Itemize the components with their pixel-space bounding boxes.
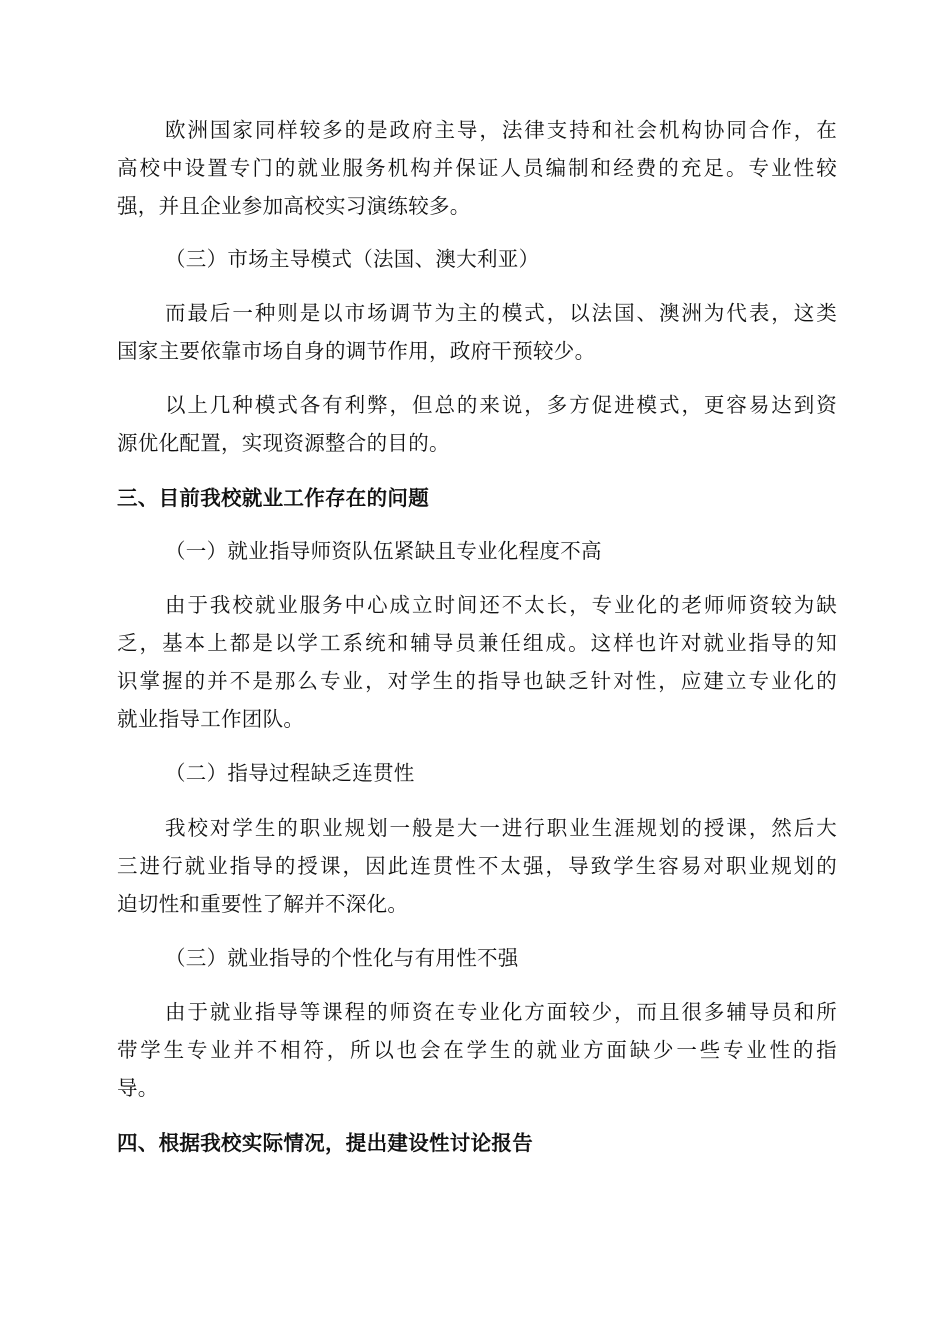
paragraph-summary-line-2: 源优化配置，实现资源整合的目的。 xyxy=(117,431,450,455)
paragraph-shortage-line-3: 识掌握的并不是那么专业，对学生的指导也缺乏针对性，应建立专业化的 xyxy=(117,669,837,693)
paragraph-personalization-line-1: 由于就业指导等课程的师资在专业化方面较少，而且很多辅导员和所 xyxy=(165,1000,837,1024)
paragraph-market-line-1: 而最后一种则是以市场调节为主的模式，以法国、澳洲为代表，这类 xyxy=(165,301,837,325)
paragraph-market-line-2: 国家主要依靠市场自身的调节作用，政府干预较少。 xyxy=(117,339,596,363)
subheading-market-model: （三）市场主导模式（法国、澳大利亚） xyxy=(165,247,540,271)
paragraph-shortage-line-2: 乏，基本上都是以学工系统和辅导员兼任组成。这样也许对就业指导的知 xyxy=(117,631,837,655)
subheading-continuity: （二）指导过程缺乏连贯性 xyxy=(165,761,415,785)
paragraph-shortage-line-4: 就业指导工作团队。 xyxy=(117,707,305,731)
paragraph-continuity-line-1: 我校对学生的职业规划一般是大一进行职业生涯规划的授课，然后大 xyxy=(165,816,837,840)
paragraph-summary-line-1: 以上几种模式各有利弊，但总的来说，多方促进模式，更容易达到资 xyxy=(165,393,837,417)
subheading-personalization: （三）就业指导的个性化与有用性不强 xyxy=(165,946,519,970)
section-heading-problems: 三、目前我校就业工作存在的问题 xyxy=(117,486,429,510)
paragraph-personalization-line-2: 带学生专业并不相符，所以也会在学生的就业方面缺少一些专业性的指 xyxy=(117,1038,837,1062)
paragraph-personalization-line-3: 导。 xyxy=(117,1076,159,1100)
paragraph-shortage-line-1: 由于我校就业服务中心成立时间还不太长，专业化的老师师资较为缺 xyxy=(165,593,837,617)
subheading-shortage: （一）就业指导师资队伍紧缺且专业化程度不高 xyxy=(165,539,602,563)
section-heading-report: 四、根据我校实际情况，提出建设性讨论报告 xyxy=(117,1131,533,1155)
paragraph-continuity-line-3: 迫切性和重要性了解并不深化。 xyxy=(117,892,409,916)
paragraph-europe-line-3: 强，并且企业参加高校实习演练较多。 xyxy=(117,194,471,218)
paragraph-europe-line-1: 欧洲国家同样较多的是政府主导，法律支持和社会机构协同合作，在 xyxy=(165,118,837,142)
paragraph-continuity-line-2: 三进行就业指导的授课，因此连贯性不太强，导致学生容易对职业规划的 xyxy=(117,854,837,878)
paragraph-europe-line-2: 高校中设置专门的就业服务机构并保证人员编制和经费的充足。专业性较 xyxy=(117,156,837,180)
